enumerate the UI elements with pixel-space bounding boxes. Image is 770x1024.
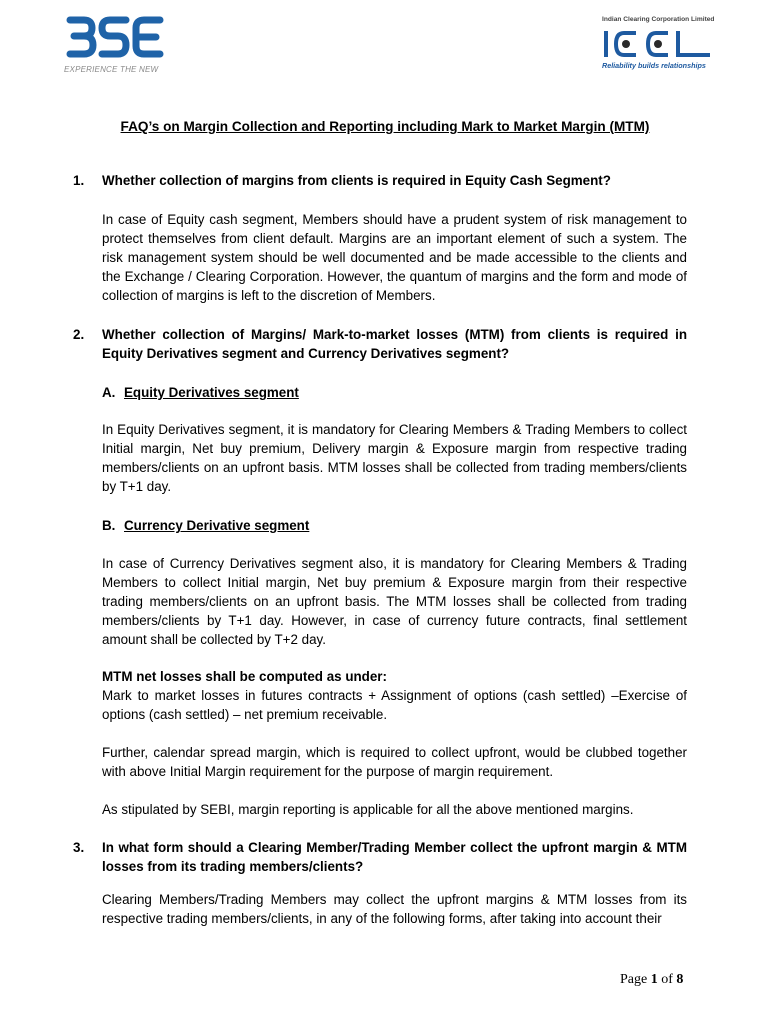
q3-answer: Clearing Members/Trading Members may collect the upfront margins & MTM losses from its respective trading members/clients, in any of the following forms, after taking into account their — [102, 892, 687, 926]
q2-sub-a-marker: A. — [102, 385, 116, 400]
bse-tagline: EXPERIENCE THE NEW — [64, 65, 159, 74]
iccl-logo — [602, 16, 727, 78]
iccl-org-name: Indian Clearing Corporation Limited — [602, 16, 715, 23]
page-label: Page — [620, 972, 648, 987]
bse-logo-mark — [64, 12, 164, 62]
iccl-tagline: Reliability builds relationships — [602, 61, 706, 70]
total-pages: 8 — [676, 972, 684, 987]
of-label: of — [661, 972, 673, 987]
bse-logo — [64, 12, 164, 74]
q3-number: 3. — [73, 840, 85, 855]
page-number: 1 — [650, 972, 658, 987]
mtm-heading: MTM net losses shall be computed as under: — [102, 669, 387, 684]
page-footer — [620, 972, 683, 988]
q2-sub-a-text: In Equity Derivatives segment, it is mandatory for Clearing Members & Trading Members to collect Initial margin, Net buy premium, Delivery margin & Exposure margin from respective trading members/clients on an upfront basis. MTM losses shall be collected from trading members/clients by T+1 day. — [102, 422, 687, 494]
page-title: FAQ’s on Margin Collection and Reporting including Mark to Market Margin (MTM) — [120, 119, 650, 134]
iccl-logo-mark — [602, 28, 714, 58]
q2-sub-b-marker: B. — [102, 518, 116, 533]
q3-question: In what form should a Clearing Member/Trading Member collect the upfront margin & MTM losses from its trading members/clients? — [102, 840, 687, 874]
q2-sub-b-heading: Currency Derivative segment — [124, 518, 310, 533]
q2-number: 2. — [73, 327, 85, 342]
q2-question: Whether collection of Margins/ Mark-to-market losses (MTM) from clients is required in Equity Derivatives segment and Currency Derivatives segment? — [102, 327, 687, 361]
q1-question: Whether collection of margins from clients is required in Equity Cash Segment? — [102, 173, 611, 188]
sebi-note: As stipulated by SEBI, margin reporting is applicable for all the above mentioned margins. — [102, 802, 634, 817]
q2-sub-a-heading: Equity Derivatives segment — [124, 385, 299, 400]
mtm-formula: Mark to market losses in futures contracts + Assignment of options (cash settled) –Exercise of options (cash settled) – net premium receivable. — [102, 688, 687, 722]
q1-answer: In case of Equity cash segment, Members should have a prudent system of risk management to protect themselves from client default. Margins are an important element of such a system. The risk management system should be well documented and be made accessible to the clients and the Exchange / Clearing Corporation. However, the quantum of margins and the form and mode of collection of margins is left to the discretion of Members. — [102, 212, 687, 303]
q1-number: 1. — [73, 173, 85, 188]
q2-sub-b-text: In case of Currency Derivatives segment also, it is mandatory for Clearing Members & Trading Members to collect Initial margin, Net buy premium & Exposure margin from their respective trading members/clients on an upfront basis. The MTM losses shall be collected from trading members/clients by T+1 day. However, in case of currency future contracts, final settlement amount shall be collected by T+2 day. — [102, 556, 687, 647]
calendar-spread-note: Further, calendar spread margin, which is required to collect upfront, would be clubbed together with above Initial Margin requirement for the purpose of margin requirement. — [102, 745, 687, 779]
